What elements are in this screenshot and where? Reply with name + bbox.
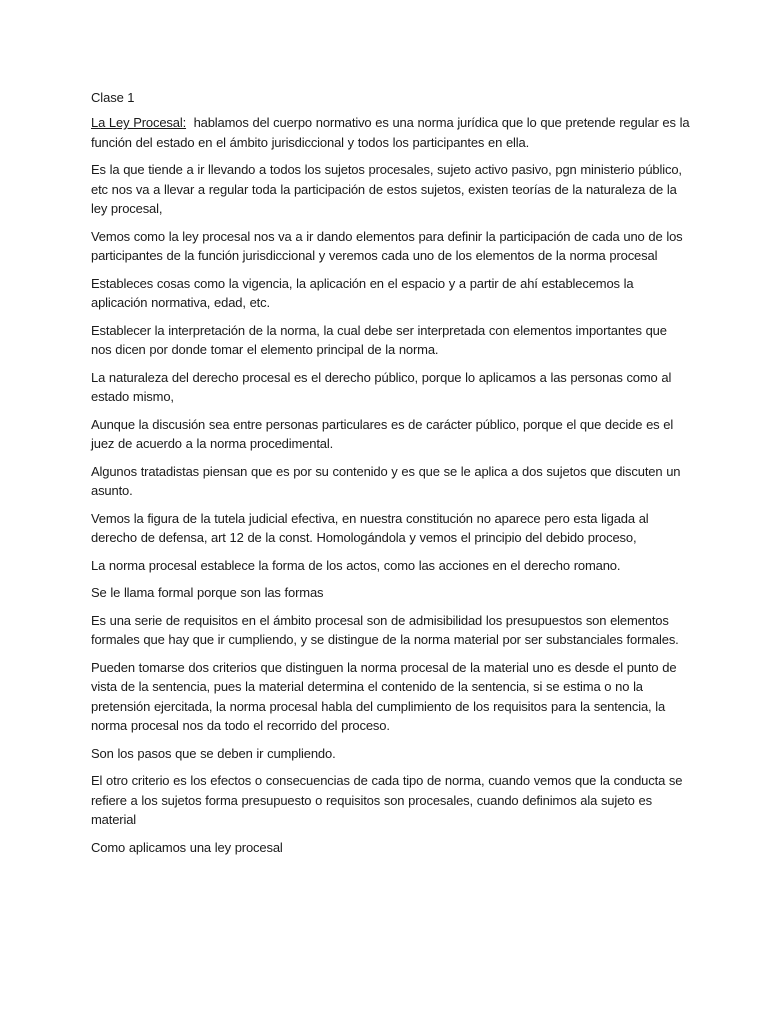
paragraph: La naturaleza del derecho procesal es el derecho público, porque lo aplicamos a las personas como al estado mismo, [91,369,672,404]
paragraph: Aunque la discusión sea entre personas particulares es de carácter público, porque el que decide es el juez de acuerdo a la norma procedimental. [91,416,674,451]
paragraph: Establecer la interpretación de la norma, la cual debe ser interpretada con elementos importantes que nos dicen por donde tomar el elemento principal de la norma. [91,322,667,357]
paragraph: El otro criterio es los efectos o consecuencias de cada tipo de norma, cuando vemos que la conducta se refiere a los sujetos forma presupuesto o requisitos son procesales, cuando definimos ala sujeto es material [91,773,683,827]
paragraph: Vemos la figura de la tutela judicial efectiva, en nuestra constitución no aparece pero esta ligada al derecho de defensa, art 12 de la const. Homologándola y vemos el principio del debido proceso, [91,510,649,545]
paragraph: Vemos como la ley procesal nos va a ir dando elementos para definir la participación de cada uno de los participantes de la función jurisdiccional y veremos cada uno de los elementos de la norma procesal [91,228,683,263]
paragraph: Es una serie de requisitos en el ámbito procesal son de admisibilidad los presupuestos son elementos formales que hay que ir cumpliendo, y se distingue de la norma material por ser substanciales formales. [91,612,679,647]
paragraph: Como aplicamos una ley procesal [91,839,283,855]
paragraph: Algunos tratadistas piensan que es por su contenido y es que se le aplica a dos sujetos que discuten un asunto. [91,463,681,498]
paragraph: Son los pasos que se deben ir cumpliendo. [91,745,336,761]
document-page [91,88,694,865]
paragraph: Estableces cosas como la vigencia, la aplicación en el espacio y a partir de ahí establecemos la aplicación normativa, edad, etc. [91,275,634,310]
paragraph: Pueden tomarse dos criterios que distinguen la norma procesal de la material uno es desde el punto de vista de la sentencia, pues la material determina el contenido de la sentencia, si se estima o no la pretensión ejercitada, la norma procesal habla del cumplimiento de los requisitos para la sentencia, la norma procesal nos da todo el recorrido del proceso. [91,659,677,733]
intro-term: La Ley Procesal: [91,115,187,130]
paragraph: La norma procesal establece la forma de los actos, como las acciones en el derecho romano. [91,557,621,573]
paragraph: Se le llama formal porque son las formas [91,585,324,600]
paragraph: Es la que tiende a ir llevando a todos los sujetos procesales, sujeto activo pasivo, pgn ministerio público, etc nos va a llevar a regular toda la participación de estos sujetos, existen teorías de la naturaleza de la ley procesal, [91,162,682,216]
intro-text: hablamos del cuerpo normativo es una norma jurídica que lo que pretende regular es la función del estado en el ámbito jurisdiccional y todos los participantes en ella. [91,115,694,150]
intro-paragraph [91,113,694,152]
document-heading: Clase 1 [91,90,135,105]
